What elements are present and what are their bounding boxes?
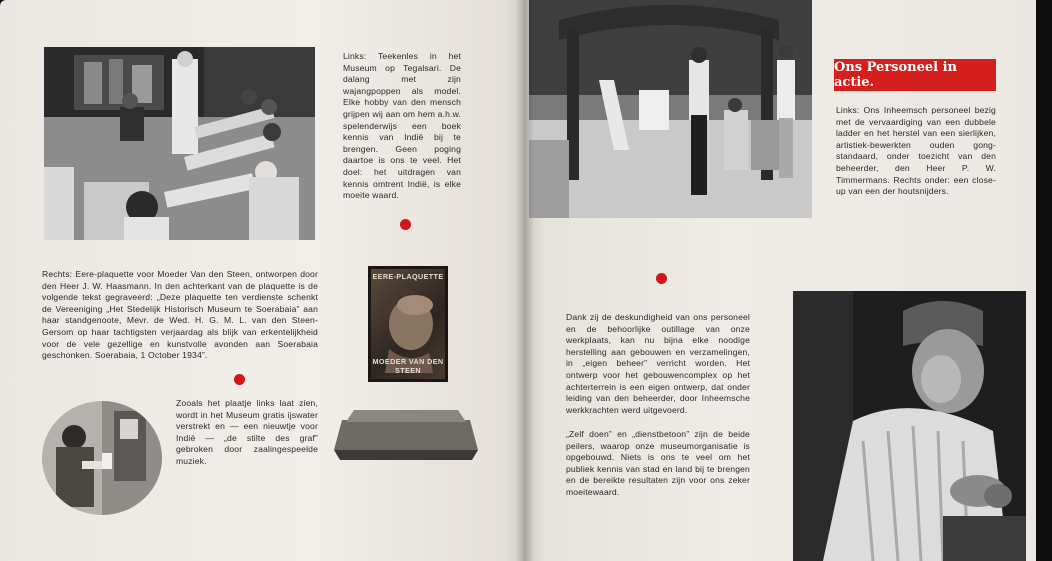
plaque-relief	[368, 266, 448, 382]
red-dot-bullet	[400, 219, 411, 230]
plaque-photo	[332, 260, 480, 460]
section-banner: Ons Personeel in actie.	[834, 59, 996, 91]
woodcarver-photo	[793, 291, 1026, 561]
caption-museum-water: Zooals het plaatje links laat zien, wordt in het Museum gratis ijswater verstrekt en — een nieuwtje voor Indië — „de stilte des graf” gebroken door zaalingespeelde muziek.	[176, 398, 318, 466]
caption-plaque: Rechts: Eere-plaquette voor Moeder Van den Steen, ontworpen door den Heer J. W. Haasmann. In den achterkant van de plaquette is de volgende tekst gegraveerd: „Deze plaquette ten verdienste schenkt de Vereeniging „Het Stedelijk Historisch Museum te Soerabaia” aan haar standgenoote, Mevr. de Wed. H. G. M. L. van den Steen-Gersom op haar tachtigsten verjaardag als blijk van erkentelijkheid voor de vele gezellige en kunstvolle avonden aan Soerabaia geschonken. Soerabaia, 1 October 1934”.	[42, 269, 318, 361]
right-page	[524, 0, 1036, 561]
caption-workshop: Links: Ons Inheemsch personeel bezig met de vervaardiging van een dubbele ladder en het herstel van een sierlijken, artistiek-bewerkten ouden gong-standaard, onder toezicht van den beheerder, den Heer P. W. Timmermans. Rechts onder: een close-up van een der houtsnijders.	[836, 105, 996, 197]
caption-main-1: Dank zij de deskundigheid van ons personeel en de behoorlijke outillage van onze werkplaats, kan nu bijna elke noodige herstelling aan gebouwen en verzamelingen, in „eigen beheer” verricht worden. Het ontwerp voor het gebouwencomplex op het achterterrein is een eigen ontwerp, dat onder leiding van den beheerder, door Inheemsche werkkrachten werd uitgevoerd.	[566, 312, 750, 415]
book-gutter	[516, 0, 534, 561]
caption-main-2: „Zelf doen” en „dienstbetoon” zijn de beide peilers, waarop onze museumorganisatie is opgebouwd. Niets is ons te veel om het publiek kennis van stad en land bij te brengen en de bereikte resultaten zijn voor ons zeker moeitewaard.	[566, 429, 750, 497]
red-dot-bullet	[656, 273, 667, 284]
plaque-top-text: EERE-PLAQUETTE	[372, 272, 444, 281]
caption-drawing-class: Links: Teekenles in het Museum op Tegalsari. De dalang met zijn wajangpoppen als model. Elke hobby van den mensch grijpen wij aan om hem a.h.w. spelenderwijs een boek kennis van Indië bij te brengen. Geen poging daartoe is ons te veel. Het doel: het uitdragen van kennis omtrent Indië, is elke moeite waard.	[343, 51, 461, 201]
museum-water-photo	[42, 401, 162, 515]
red-dot-bullet	[234, 374, 245, 385]
plaque-bottom-text: MOEDER VAN DEN STEEN	[372, 357, 444, 375]
drawing-class-photo	[44, 47, 315, 240]
workshop-gong-stand-photo	[529, 0, 812, 218]
